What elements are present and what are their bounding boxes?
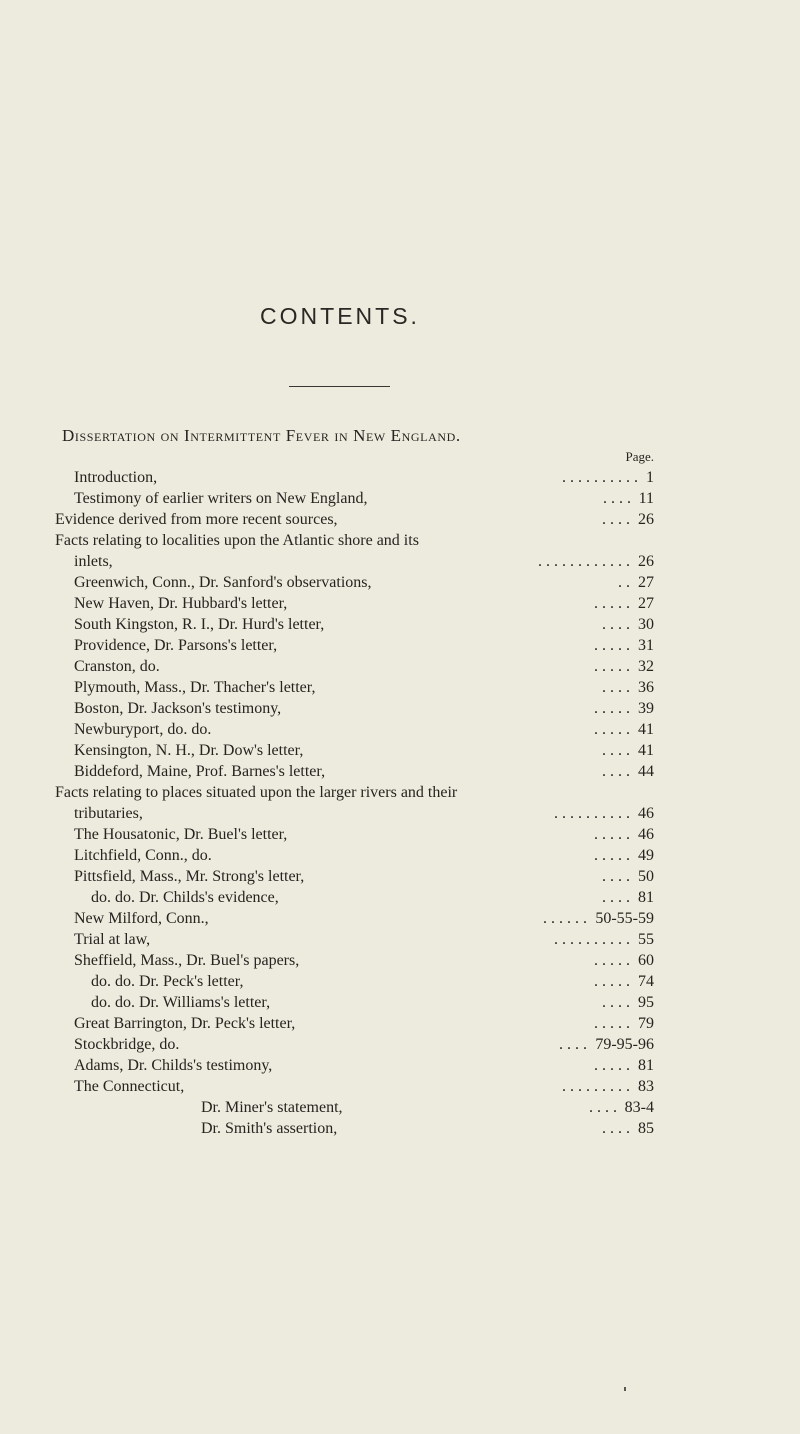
contents-entry bbox=[0, 845, 800, 866]
leader-dots: . . . . . . bbox=[543, 910, 587, 927]
entry-page-number: 74 bbox=[638, 973, 654, 990]
entry-page-number: 27 bbox=[638, 574, 654, 591]
contents-entry bbox=[0, 929, 800, 950]
contents-entry bbox=[0, 1118, 800, 1139]
contents-entry bbox=[0, 1097, 800, 1118]
leader-dots: . . . . bbox=[559, 1036, 587, 1053]
contents-entry bbox=[0, 866, 800, 887]
contents-entry bbox=[0, 677, 800, 698]
leader-dots: . . . . . . . . . . bbox=[554, 805, 630, 822]
leader-dots: . . . . . bbox=[594, 595, 630, 612]
contents-entry bbox=[0, 761, 800, 782]
contents-entry bbox=[0, 950, 800, 971]
entry-title: Dr. Miner's statement, bbox=[201, 1099, 343, 1116]
entry-page-number: 79-95-96 bbox=[595, 1036, 654, 1053]
leader-dots: . . . . bbox=[602, 1120, 630, 1137]
contents-entry bbox=[0, 635, 800, 656]
entry-title: Facts relating to places situated upon the larger rivers and their bbox=[55, 784, 458, 801]
entry-title: Providence, Dr. Parsons's letter, bbox=[74, 637, 278, 654]
leader-dots: . . . . . bbox=[594, 847, 630, 864]
entry-page-number: 32 bbox=[638, 658, 654, 675]
leader-dots: . . . . . bbox=[594, 1057, 630, 1074]
entry-page-number: 39 bbox=[638, 700, 654, 717]
entry-title: The Housatonic, Dr. Buel's letter, bbox=[74, 826, 288, 843]
entry-page-number: 83 bbox=[638, 1078, 654, 1095]
entry-title: Introduction, bbox=[74, 469, 158, 486]
entry-title: Greenwich, Conn., Dr. Sanford's observations, bbox=[74, 574, 372, 591]
entry-title: Plymouth, Mass., Dr. Thacher's letter, bbox=[74, 679, 316, 696]
entry-page-number: 1 bbox=[646, 469, 654, 486]
entry-page-number: 46 bbox=[638, 805, 654, 822]
leader-dots: . . . . bbox=[602, 889, 630, 906]
leader-dots: . . . . bbox=[602, 679, 630, 696]
entry-title: Adams, Dr. Childs's testimony, bbox=[74, 1057, 273, 1074]
leader-dots: . . . . bbox=[602, 994, 630, 1011]
contents-entry bbox=[0, 971, 800, 992]
entry-page-number: 46 bbox=[638, 826, 654, 843]
contents-entry bbox=[0, 698, 800, 719]
leader-dots: . . . . . bbox=[594, 973, 630, 990]
entry-page-number: 31 bbox=[638, 637, 654, 654]
contents-entry bbox=[0, 824, 800, 845]
contents-entry bbox=[0, 467, 800, 488]
entry-page-number: 41 bbox=[638, 721, 654, 738]
entry-page-number: 49 bbox=[638, 847, 654, 864]
entry-page-number: 26 bbox=[638, 553, 654, 570]
contents-entry bbox=[0, 509, 800, 530]
contents-entry bbox=[0, 1055, 800, 1076]
contents-entry bbox=[0, 719, 800, 740]
contents-entry bbox=[0, 572, 800, 593]
contents-entry bbox=[0, 992, 800, 1013]
entry-title: Evidence derived from more recent sources, bbox=[55, 511, 338, 528]
entry-page-number: 83-4 bbox=[624, 1099, 654, 1116]
entry-title: tributaries, bbox=[74, 805, 143, 822]
entry-title: Testimony of earlier writers on New England, bbox=[74, 490, 368, 507]
title-rule bbox=[289, 386, 390, 387]
page-column-label: Page. bbox=[625, 449, 654, 464]
leader-dots: . . . . bbox=[602, 868, 630, 885]
leader-dots: . . . . bbox=[589, 1099, 617, 1116]
leader-dots: . . . . . bbox=[594, 1015, 630, 1032]
leader-dots: . . . . . bbox=[594, 700, 630, 717]
entry-title: Facts relating to localities upon the Atlantic shore and its bbox=[55, 532, 419, 549]
contents-entry bbox=[0, 887, 800, 908]
contents-entry bbox=[0, 1034, 800, 1055]
entry-title: New Haven, Dr. Hubbard's letter, bbox=[74, 595, 288, 612]
entry-page-number: 44 bbox=[638, 763, 654, 780]
entry-page-number: 36 bbox=[638, 679, 654, 696]
contents-entry bbox=[0, 488, 800, 509]
leader-dots: . . . . bbox=[602, 742, 630, 759]
contents-entry bbox=[0, 740, 800, 761]
leader-dots: . . bbox=[618, 574, 630, 591]
entry-page-number: 60 bbox=[638, 952, 654, 969]
entry-title: inlets, bbox=[74, 553, 113, 570]
leader-dots: . . . . bbox=[602, 511, 630, 528]
leader-dots: . . . . . . . . . . bbox=[562, 469, 638, 486]
entry-title: The Connecticut, bbox=[74, 1078, 185, 1095]
entry-page-number: 27 bbox=[638, 595, 654, 612]
entry-title: Newburyport, do. do. bbox=[74, 721, 212, 738]
contents-entry bbox=[0, 614, 800, 635]
contents-entry bbox=[0, 782, 800, 803]
contents-entry bbox=[0, 656, 800, 677]
page-title: CONTENTS. bbox=[260, 303, 420, 329]
entry-page-number: 55 bbox=[638, 931, 654, 948]
leader-dots: . . . . . . . . . . . . bbox=[538, 553, 630, 570]
entry-title: Biddeford, Maine, Prof. Barnes's letter, bbox=[74, 763, 326, 780]
leader-dots: . . . . bbox=[603, 490, 631, 507]
contents-list bbox=[0, 467, 800, 1139]
entry-title: Boston, Dr. Jackson's testimony, bbox=[74, 700, 282, 717]
section-heading: Dissertation on Intermittent Fever in New England. bbox=[62, 426, 461, 445]
entry-title: Sheffield, Mass., Dr. Buel's papers, bbox=[74, 952, 300, 969]
leader-dots: . . . . . . . . . . bbox=[554, 931, 630, 948]
leader-dots: . . . . . bbox=[594, 637, 630, 654]
entry-page-number: 79 bbox=[638, 1015, 654, 1032]
leader-dots: . . . . . bbox=[594, 658, 630, 675]
entry-title: New Milford, Conn., bbox=[74, 910, 209, 927]
leader-dots: . . . . . bbox=[594, 721, 630, 738]
entry-page-number: 95 bbox=[638, 994, 654, 1011]
contents-entry bbox=[0, 551, 800, 572]
entry-title: South Kingston, R. I., Dr. Hurd's letter, bbox=[74, 616, 325, 633]
leader-dots: . . . . bbox=[602, 763, 630, 780]
leader-dots: . . . . . bbox=[594, 826, 630, 843]
leader-dots: . . . . . bbox=[594, 952, 630, 969]
entry-title: Litchfield, Conn., do. bbox=[74, 847, 212, 864]
entry-page-number: 81 bbox=[638, 889, 654, 906]
entry-title: do. do. Dr. Peck's letter, bbox=[91, 973, 244, 990]
entry-page-number: 30 bbox=[638, 616, 654, 633]
entry-title: Trial at law, bbox=[74, 931, 151, 948]
leader-dots: . . . . . . . . . bbox=[562, 1078, 630, 1095]
entry-title: Cranston, do. bbox=[74, 658, 160, 675]
entry-title: Kensington, N. H., Dr. Dow's letter, bbox=[74, 742, 304, 759]
entry-page-number: 41 bbox=[638, 742, 654, 759]
entry-page-number: 26 bbox=[638, 511, 654, 528]
contents-entry bbox=[0, 908, 800, 929]
entry-title: Pittsfield, Mass., Mr. Strong's letter, bbox=[74, 868, 305, 885]
contents-entry bbox=[0, 1076, 800, 1097]
contents-entry bbox=[0, 1013, 800, 1034]
entry-page-number: 81 bbox=[638, 1057, 654, 1074]
entry-page-number: 50 bbox=[638, 868, 654, 885]
contents-entry bbox=[0, 803, 800, 824]
entry-page-number: 11 bbox=[638, 490, 654, 507]
entry-page-number: 85 bbox=[638, 1120, 654, 1137]
entry-title: Stockbridge, do. bbox=[74, 1036, 180, 1053]
entry-title: do. do. Dr. Williams's letter, bbox=[91, 994, 271, 1011]
entry-page-number: 50-55-59 bbox=[595, 910, 654, 927]
contents-entry bbox=[0, 593, 800, 614]
entry-title: do. do. Dr. Childs's evidence, bbox=[91, 889, 279, 906]
entry-title: Dr. Smith's assertion, bbox=[201, 1120, 338, 1137]
contents-entry bbox=[0, 530, 800, 551]
print-speck bbox=[624, 1387, 626, 1391]
entry-title: Great Barrington, Dr. Peck's letter, bbox=[74, 1015, 296, 1032]
leader-dots: . . . . bbox=[602, 616, 630, 633]
